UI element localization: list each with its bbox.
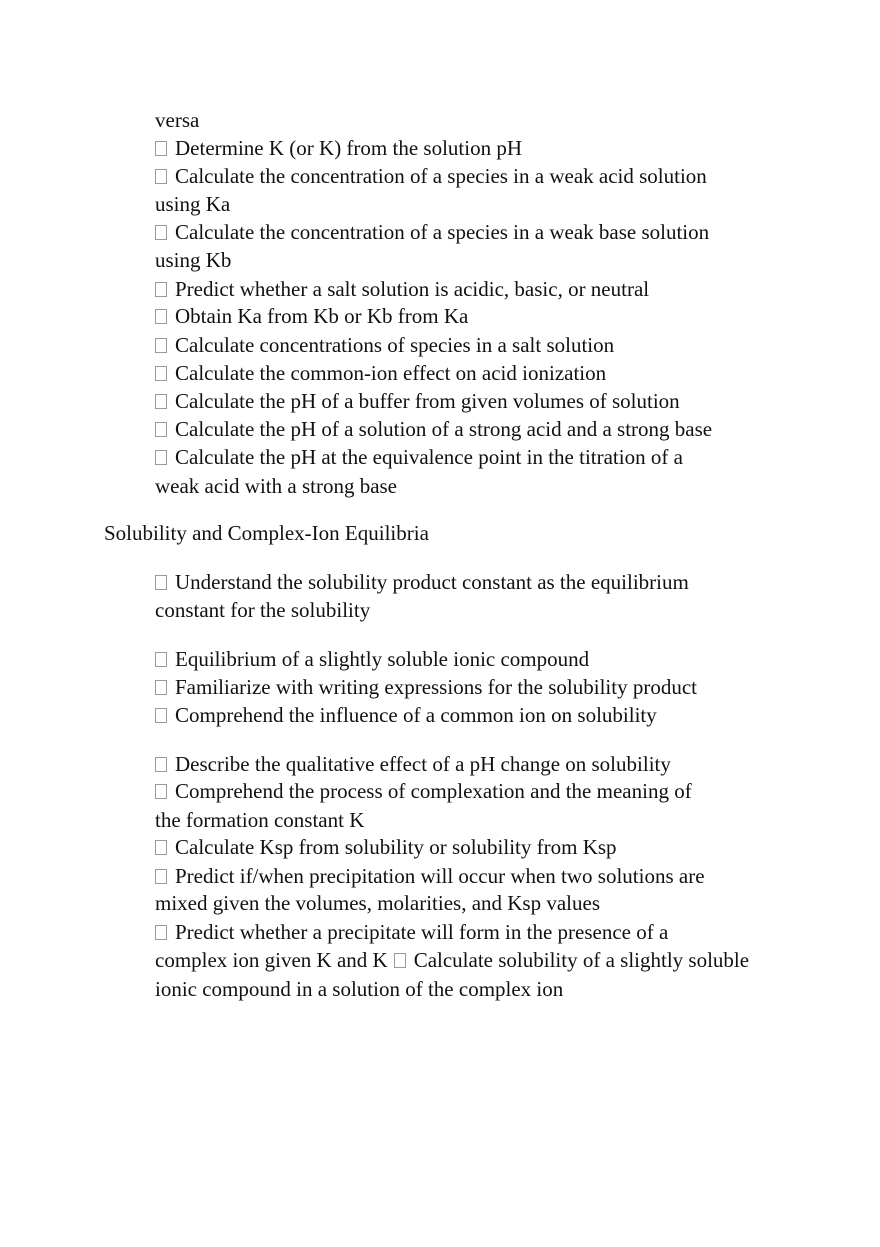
missing-glyph-icon [155, 338, 167, 353]
bullet-complexation: Comprehend the process of complexation and the meaning of [155, 777, 692, 805]
bullet-ksp-solubility: Calculate Ksp from solubility or solubility from Ksp [155, 833, 617, 861]
bullet-weak-base-concentration: Calculate the concentration of a species in a weak base solution [155, 218, 709, 246]
bullet-ka-kb: Obtain Ka from Kb or Kb from Ka [155, 302, 468, 330]
bullet-salt-solution-prediction: Predict whether a salt solution is acidic, basic, or neutral [155, 275, 649, 303]
bullet-solubility-product-constant-cont: constant for the solubility [155, 598, 371, 622]
bullet-common-ion-solubility: Comprehend the influence of a common ion on solubility [155, 701, 657, 729]
missing-glyph-icon [155, 708, 167, 723]
missing-glyph-icon [155, 169, 167, 184]
bullet-slightly-soluble-equilibrium: Equilibrium of a slightly soluble ionic compound [155, 645, 589, 673]
bullet-solubility-product-expressions: Familiarize with writing expressions for the solubility product [155, 673, 697, 701]
missing-glyph-icon [155, 225, 167, 240]
text-line-versa: versa [155, 108, 200, 132]
missing-glyph-icon [155, 282, 167, 297]
missing-glyph-icon [155, 652, 167, 667]
bullet-precipitate-complex-ion-cont: complex ion given K and K Calculate solubility of a slightly soluble [155, 948, 750, 972]
bullet-weak-base-concentration-cont: using Kb [155, 248, 232, 272]
missing-glyph-icon [155, 757, 167, 772]
bullet-equivalence-point-cont: weak acid with a strong base [155, 474, 398, 498]
bullet-solubility-product-constant: Understand the solubility product constant as the equilibrium [155, 568, 689, 596]
bullet-precipitation-prediction-cont: mixed given the volumes, molarities, and Ksp values [155, 891, 600, 915]
missing-glyph-icon [155, 680, 167, 695]
bullet-complexation-cont: the formation constant K [155, 808, 365, 832]
bullet-strong-acid-base-ph: Calculate the pH of a solution of a strong acid and a strong base [155, 415, 712, 443]
missing-glyph-icon [155, 422, 167, 437]
bullet-ph-effect-solubility: Describe the qualitative effect of a pH change on solubility [155, 750, 671, 778]
bullet-precipitation-prediction: Predict if/when precipitation will occur when two solutions are [155, 862, 705, 890]
missing-glyph-icon [155, 309, 167, 324]
bullet-determine-k: Determine K (or K) from the solution pH [155, 134, 522, 162]
bullet-common-ion-effect: Calculate the common-ion effect on acid ionization [155, 359, 606, 387]
bullet-weak-acid-concentration: Calculate the concentration of a species in a weak acid solution [155, 162, 707, 190]
missing-glyph-icon [155, 840, 167, 855]
bullet-salt-concentrations: Calculate concentrations of species in a salt solution [155, 331, 614, 359]
missing-glyph-icon [155, 450, 167, 465]
bullet-buffer-ph: Calculate the pH of a buffer from given volumes of solution [155, 387, 680, 415]
bullet-weak-acid-concentration-cont: using Ka [155, 192, 231, 216]
missing-glyph-icon [155, 575, 167, 590]
missing-glyph-icon [155, 869, 167, 884]
missing-glyph-icon [155, 394, 167, 409]
section-heading: Solubility and Complex-Ion Equilibria [104, 521, 429, 545]
missing-glyph-icon [394, 953, 406, 968]
missing-glyph-icon [155, 784, 167, 799]
missing-glyph-icon [155, 141, 167, 156]
missing-glyph-icon [155, 366, 167, 381]
bullet-precipitate-complex-ion-cont2: ionic compound in a solution of the complex ion [155, 977, 564, 1001]
bullet-precipitate-complex-ion: Predict whether a precipitate will form in the presence of a [155, 918, 668, 946]
missing-glyph-icon [155, 925, 167, 940]
bullet-equivalence-point: Calculate the pH at the equivalence point in the titration of a [155, 443, 683, 471]
